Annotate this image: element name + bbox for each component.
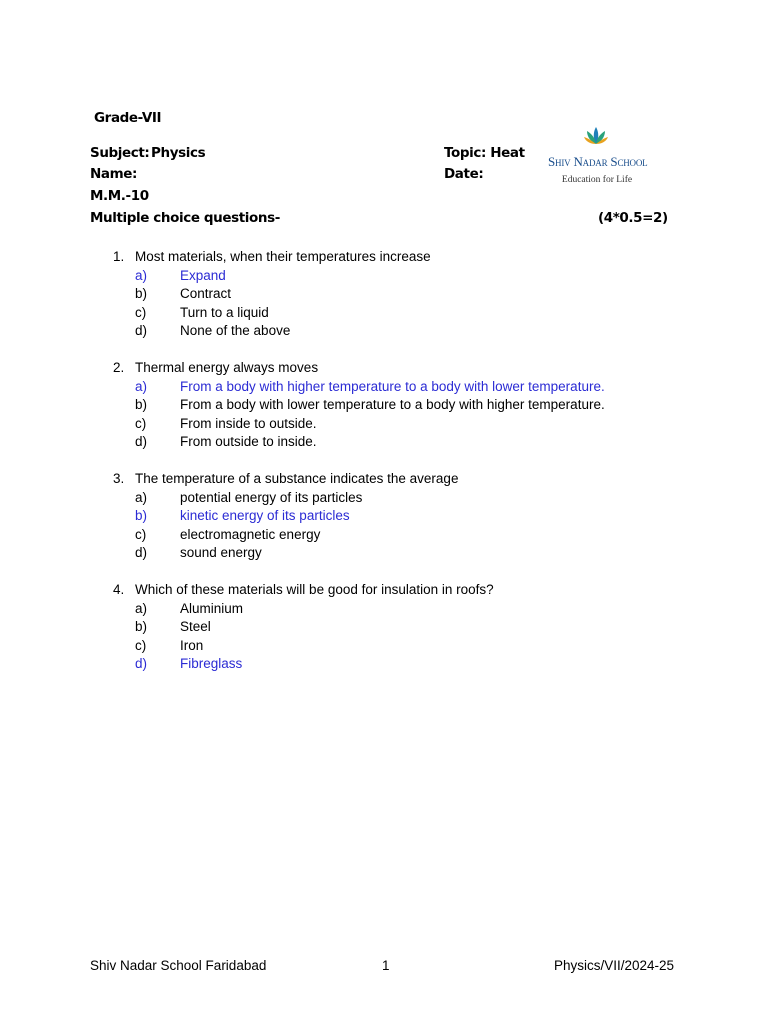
option-letter: d) [135, 434, 148, 450]
option-letter: d) [135, 656, 148, 672]
subject-value: Physics [151, 145, 206, 161]
option-text: From outside to inside. [180, 434, 317, 450]
question-item [0, 359, 768, 452]
option-text: Turn to a liquid [180, 304, 269, 320]
question-item [0, 248, 768, 341]
option-text: kinetic energy of its particles [180, 508, 350, 524]
option-text: Iron [180, 637, 204, 653]
option-letter: b) [135, 508, 148, 524]
school-logo [546, 114, 646, 202]
correct-option [0, 655, 768, 674]
correct-option [0, 507, 768, 526]
option-letter: c) [135, 526, 147, 542]
option-letter: a) [135, 267, 148, 283]
correct-option [0, 378, 768, 397]
option-letter: c) [135, 304, 147, 320]
option [0, 526, 768, 545]
option-text: From inside to outside. [180, 415, 317, 431]
footer-document-code: Physics/VII/2024-25 [554, 958, 675, 973]
grade-heading: Grade-VII [94, 110, 162, 126]
option [0, 304, 768, 323]
option-letter: a) [135, 600, 148, 616]
question-number: 3. [113, 470, 125, 486]
option-text: Aluminium [180, 600, 244, 616]
topic-label: Topic: Heat [444, 145, 525, 161]
option-letter: d) [135, 545, 148, 561]
question-number: 4. [113, 581, 125, 597]
question-text: Thermal energy always moves [135, 359, 319, 375]
option [0, 618, 768, 637]
name-label: Name: [90, 166, 138, 182]
question-text: Most materials, when their temperatures increase [135, 249, 431, 264]
option-letter: a) [135, 378, 148, 394]
page-number: 1 [382, 958, 390, 973]
question-number: 2. [113, 359, 125, 375]
question-line [0, 359, 768, 378]
logo-school-name: Shiv Nadar School [548, 154, 648, 169]
option [0, 285, 768, 304]
page-footer [0, 958, 768, 976]
question-line [0, 248, 768, 267]
option [0, 322, 768, 341]
option-letter: b) [135, 286, 148, 302]
option-text: Steel [180, 619, 211, 635]
option [0, 489, 768, 508]
section-title: Multiple choice questions- [90, 210, 280, 226]
lotus-icon [583, 124, 609, 148]
option [0, 415, 768, 434]
option-letter: d) [135, 323, 148, 339]
option-text: potential energy of its particles [180, 489, 363, 505]
option-text: Fibreglass [180, 656, 243, 672]
option [0, 396, 768, 415]
option-text: electromagnetic energy [180, 526, 321, 542]
marks-formula: (4*0.5=2) [598, 210, 668, 226]
question-line [0, 470, 768, 489]
option [0, 637, 768, 656]
max-marks: M.M.-10 [90, 188, 149, 204]
footer-school-name: Shiv Nadar School Faridabad [90, 958, 267, 973]
option-text: Contract [180, 286, 232, 302]
option-letter: c) [135, 637, 147, 653]
question-text: Which of these materials will be good for insulation in roofs? [135, 581, 494, 597]
option-text: Expand [180, 267, 226, 283]
subject-line [90, 145, 205, 161]
option-letter: b) [135, 619, 148, 635]
option [0, 600, 768, 619]
question-line [0, 581, 768, 600]
question-item [0, 470, 768, 563]
option [0, 433, 768, 452]
correct-option [0, 267, 768, 286]
logo-tagline: Education for Life [561, 175, 633, 185]
question-number: 1. [113, 249, 125, 264]
option-text: From a body with lower temperature to a body with higher temperature. [180, 397, 605, 413]
option-text: From a body with higher temperature to a body with lower temperature. [180, 378, 605, 394]
option-letter: a) [135, 489, 148, 505]
question-text: The temperature of a substance indicates the average [135, 470, 459, 486]
question-list [0, 248, 768, 692]
option-letter: b) [135, 397, 148, 413]
option [0, 544, 768, 563]
date-label: Date: [444, 166, 484, 182]
question-item [0, 581, 768, 674]
option-text: None of the above [180, 323, 291, 339]
subject-label: Subject: [90, 145, 150, 161]
option-letter: c) [135, 415, 147, 431]
option-text: sound energy [180, 545, 262, 561]
